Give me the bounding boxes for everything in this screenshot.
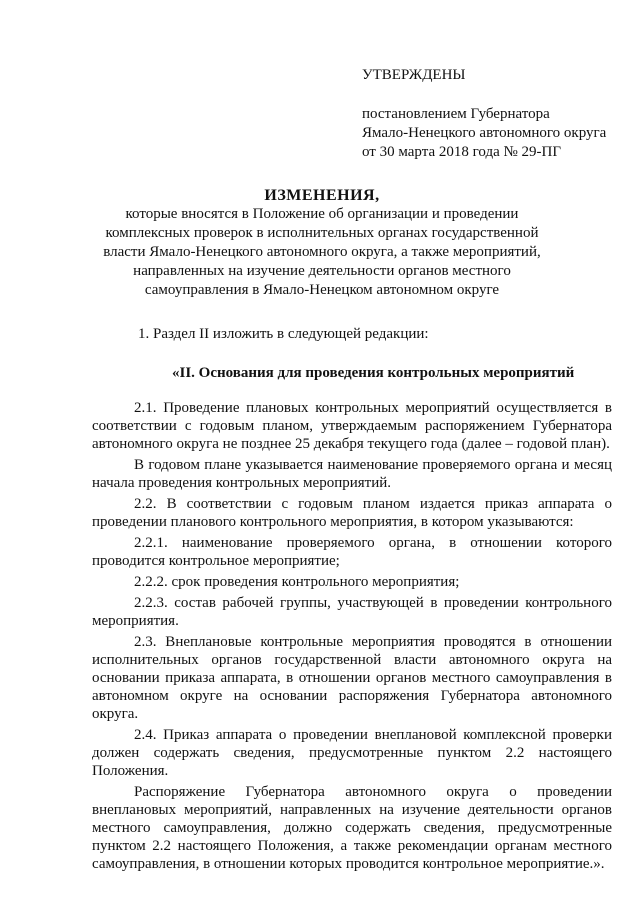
paragraph-2-2: 2.2. В соответствии с годовым планом издается приказ аппарата о проведении планового контрольного мероприятия, в котором указываются: [92,496,612,530]
approval-block [362,66,632,162]
approval-line-3: от 30 марта 2018 года № 29-ПГ [362,144,562,160]
section-body [92,399,612,876]
approval-stamp-text: УТВЕРЖДЕНЫ [362,67,466,83]
paragraph-2-4: 2.4. Приказ аппарата о проведении внеплановой комплексной проверки должен содержать сведения, предусмотренные пунктом 2.2 настоящего Положения. [92,727,612,779]
paragraph-2-2-2: 2.2.2. срок проведения контрольного мероприятия; [134,574,460,590]
document-title: ИЗМЕНЕНИЯ, [264,187,380,204]
paragraph-2-1: 2.1. Проведение плановых контрольных мероприятий осуществляется в соответствии с годовым планом, утверждаемым распоряжением Губернатора автономного округа не позднее 25 декабря текущего года (далее – годовой план). [92,400,612,452]
paragraph-annual-plan: В годовом плане указывается наименование проверяемого органа и месяц начала проведения контрольных мероприятий. [92,457,612,491]
amendment-item-1: 1. Раздел II изложить в следующей редакции: [138,326,429,342]
section-heading: «II. Основания для проведения контрольных мероприятий [172,365,575,381]
paragraph-2-2-3: 2.2.3. состав рабочей группы, участвующей в проведении контрольного мероприятия. [92,595,612,629]
document-heading [92,186,552,300]
approval-line-1: постановлением Губернатора [362,106,550,122]
document-subtitle: которые вносятся в Положение об организации и проведении комплексных проверок в исполнительных органах государственной власти Ямало-Ненецкого автономного округа, а также мероприятий, направленных на изучение деятельности органов местного самоуправления в Ямало-Ненецком автономном округе [103,206,541,298]
approval-line-2: Ямало-Ненецкого автономного округа [362,125,607,141]
paragraph-2-3: 2.3. Внеплановые контрольные мероприятия проводятся в отношении исполнительных органов государственной власти автономного округа на основании приказа аппарата, в отношении органов местного самоуправления в автономном округе на основании распоряжения Губернатора автономного округа. [92,634,612,722]
paragraph-2-2-1: 2.2.1. наименование проверяемого органа, в отношении которого проводится контрольное мероприятие; [92,535,612,569]
paragraph-governor-order: Распоряжение Губернатора автономного округа о проведении внеплановых мероприятий, направленных на изучение деятельности органов местного самоуправления, должно содержать сведения, предусмотренные пунктом 2.2 настоящего Положения, а также рекомендации органам местного самоуправления, в отношении которых проводится контрольное мероприятие.». [92,784,612,872]
